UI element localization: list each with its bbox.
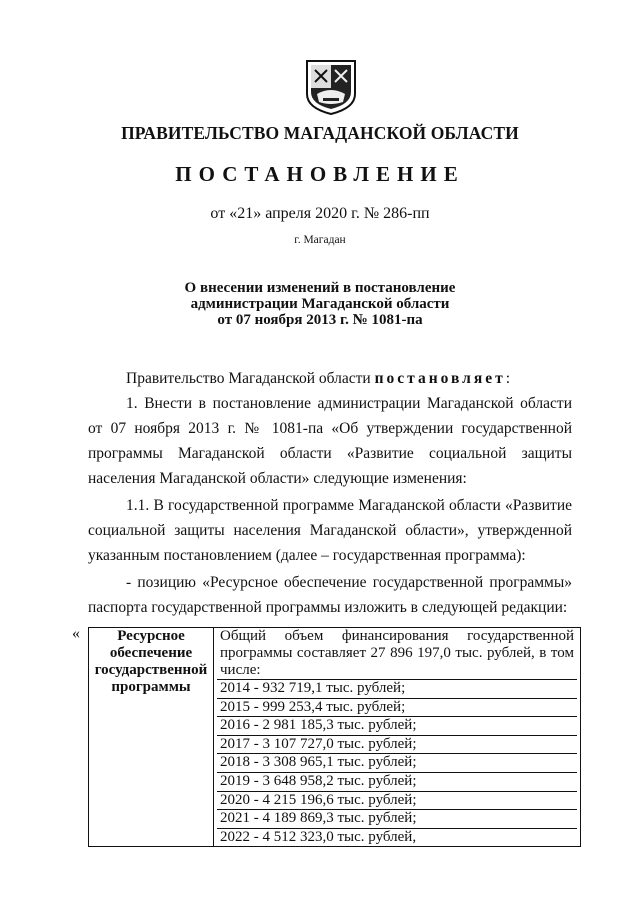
paragraph-item-1: 1. Внести в постановление администрации Магаданской области от 07 ноября 2013 г. № 1081-па «Об утверждении государственной программы Магаданской области «Развитие социальной защиты населения Магаданской области» следующие изменения:: [88, 395, 572, 487]
paragraph-dash-item: - позицию «Ресурсное обеспечение государственной программы» паспорта государственной программы изложить в следующей редакции:: [88, 574, 572, 616]
preamble-paragraph: [88, 366, 572, 391]
table-row: [89, 628, 581, 847]
paragraph-item-1-1: 1.1. В государственной программе Магаданской области «Развитие социальной защиты населения Магаданской области», утвержденной указанным постановлением (далее – государственная программа):: [88, 497, 572, 564]
year-row: 2017 - 3 107 727,0 тыс. рублей;: [217, 735, 577, 754]
subject-line: О внесении изменений в постановление: [184, 280, 456, 296]
year-row: 2014 - 932 719,1 тыс. рублей;: [217, 679, 577, 698]
subject-line: администрации Магаданской области: [190, 296, 450, 312]
opening-quote: «: [72, 625, 80, 642]
year-row: 2019 - 3 648 958,2 тыс. рублей;: [217, 772, 577, 791]
year-row: 2018 - 3 308 965,1 тыс. рублей;: [217, 753, 577, 772]
year-row: 2021 - 4 189 869,3 тыс. рублей;: [217, 809, 577, 828]
decree-verb: постановляет: [374, 370, 506, 387]
resource-table: [88, 627, 581, 847]
decree-date-number: от «21» апреля 2020 г. № 286-пп: [210, 205, 430, 222]
document-subject: [0, 280, 640, 328]
magadan-coat-of-arms-icon: [303, 58, 359, 116]
year-row: 2015 - 999 253,4 тыс. рублей;: [217, 698, 577, 717]
preamble-text: Правительство Магаданской области: [126, 370, 375, 387]
preamble-end: :: [505, 370, 511, 387]
year-row: 2020 - 4 215 196,6 тыс. рублей;: [217, 791, 577, 810]
subject-line: от 07 ноября 2013 г. № 1081-па: [217, 312, 423, 328]
resource-value-cell: [214, 628, 581, 847]
year-row: 2016 - 2 981 185,3 тыс. рублей;: [217, 716, 577, 735]
year-row: 2022 - 4 512 323,0 тыс. рублей,: [217, 828, 577, 847]
financing-intro: Общий объем финансирования государственной программы составляет 27 896 197,0 тыс. рублей, в том числе:: [220, 628, 574, 678]
decree-city: г. Магадан: [294, 234, 346, 246]
government-title: ПРАВИТЕЛЬСТВО МАГАДАНСКОЙ ОБЛАСТИ: [121, 123, 519, 143]
resource-label-cell: Ресурсное обеспечение государственной программы: [89, 628, 214, 847]
document-type: ПОСТАНОВЛЕНИЕ: [175, 162, 465, 186]
